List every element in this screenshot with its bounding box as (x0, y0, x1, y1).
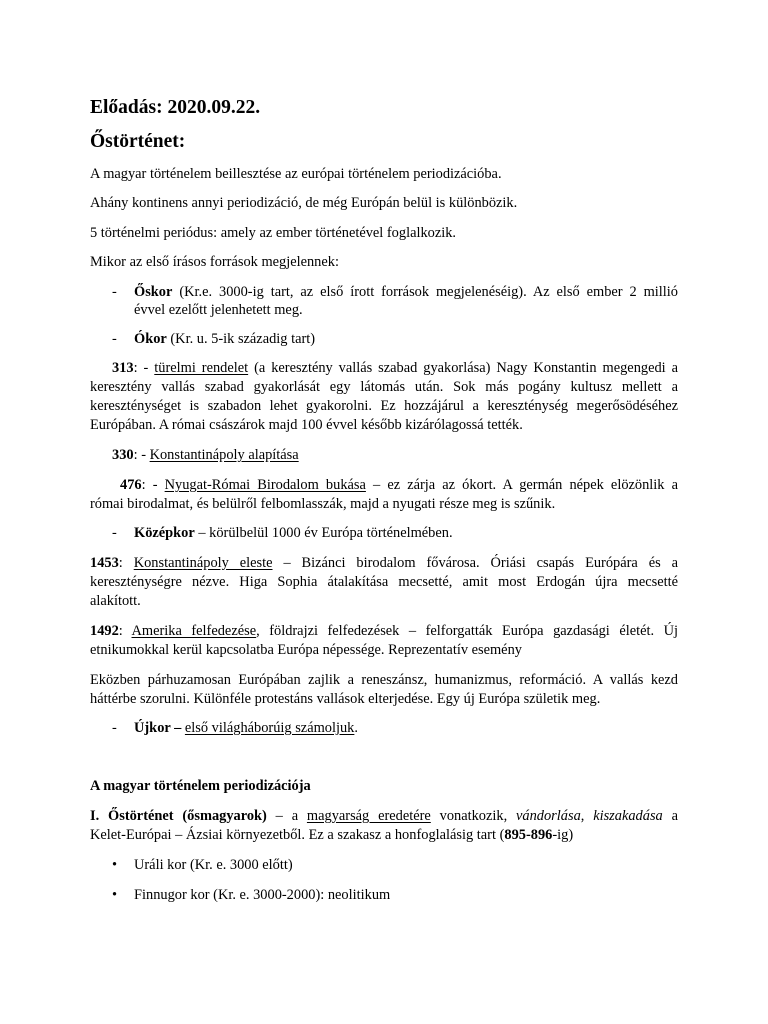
sec1-line-2 (90, 826, 573, 844)
ujkor-dash: – (170, 720, 185, 736)
okor-line (134, 330, 315, 348)
year-476: 476 (120, 477, 142, 493)
link-amerika-felfedezese[interactable]: Amerika felfedezése (131, 623, 257, 639)
y476-line-1 (120, 476, 678, 494)
y330-sep: : - (133, 447, 146, 463)
link-konstantinapoly-eleste[interactable]: Konstantinápoly eleste (133, 555, 273, 571)
y313-line-2: keresztény vallás szabad gyakorlását egy látomás után. Sok más pogány kultusz mellett a (90, 379, 678, 395)
lecture-date-heading: Előadás: 2020.09.22. (90, 97, 261, 118)
y476-line-2: római birodalmat, és belülről felbomlasszák, majd a nyugati része meg is szűnik. (90, 496, 556, 512)
sec1-t3: , (580, 808, 594, 824)
sec1-line-1 (90, 807, 678, 825)
sec1-vandorlasa: vándorlása (516, 808, 581, 824)
bullet-dot: • (112, 887, 118, 903)
sec1-label: I. Őstörténet (ősmagyarok) (90, 808, 267, 824)
oskor-text: (Kr.e. 3000-ig tart, az első írott források megjelenéséig). Az első ember 2 millió (179, 284, 679, 300)
list-dash: - (112, 284, 117, 300)
y1492-line-2: etnikumokkal kerül kapcsolatba Európa népessége. Reprezentatív esemény (90, 642, 522, 658)
y476-text: – ez zárja az ókort. A germán népek elözönlik a (373, 477, 678, 493)
kozben-line-2: háttérbe szorulni. Különféle protestáns vallások elterjedése. Egy új Európa születik meg. (90, 691, 601, 707)
y313-line-3: kereszténységet is szabadon lehet gyakorolni. Ez hozzájárul a kereszténység megerősödéséhez (90, 398, 678, 414)
y476-sep: : - (141, 477, 158, 493)
oskor-line-1 (134, 283, 678, 301)
list-item-urali-kor: Uráli kor (Kr. e. 3000 előtt) (134, 857, 293, 873)
y330-line (112, 446, 299, 464)
y313-line-1 (112, 359, 678, 377)
link-magyarsag-eredetere[interactable]: magyarság eredetére (306, 808, 431, 824)
paragraph-3: 5 történelmi periódus: amely az ember történetével foglalkozik. (90, 225, 457, 241)
kozepkor-term: Középkor (134, 525, 195, 541)
sec1-line2-post: -ig) (552, 827, 574, 843)
list-dash: - (112, 720, 117, 736)
paragraph-4: Mikor az első írásos források megjelennek: (90, 254, 339, 270)
oskor-line-2: évvel ezelőtt jelenhetett meg. (134, 302, 303, 318)
year-330: 330 (112, 447, 134, 463)
year-313: 313 (112, 360, 134, 376)
y1453-line-2: kereszténységre nézve. Higa Sophia átalakítása mecsetté, amit most Erdogán újra mecsetté (90, 574, 678, 590)
sec1-895-896: 895-896 (504, 827, 553, 843)
sec1-t1: – a (266, 808, 307, 824)
section-title-periodization: A magyar történelem periodizációja (90, 778, 311, 794)
paragraph-2: Ahány kontinens annyi periodizáció, de még Európán belül is különbözik. (90, 195, 518, 211)
link-konstantinapoly-alapitasa[interactable]: Konstantinápoly alapítása (149, 447, 299, 463)
y313-line-4: Európában. A római császárok majd 100 évvel később kizárólagossá tették. (90, 417, 523, 433)
y313-sep: : - (133, 360, 149, 376)
y1492-text: , földrajzi felfedezések – felforgatták Európa gazdasági életét. Új (256, 623, 678, 639)
list-item-finnugor-kor: Finnugor kor (Kr. e. 3000-2000): neolitikum (134, 887, 391, 903)
list-dash: - (112, 331, 117, 347)
oskor-term: Őskor (134, 284, 173, 300)
y313-text: (a keresztény vallás szabad gyakorlása) Nagy Konstantin megengedi a (254, 360, 678, 376)
okor-term: Ókor (134, 331, 167, 347)
section-heading-prehistory: Őstörténet: (90, 131, 186, 152)
year-1492: 1492 (90, 623, 119, 639)
ujkor-end: . (354, 720, 358, 736)
year-1453: 1453 (90, 555, 119, 571)
ujkor-line (134, 719, 358, 737)
link-elso-vilaghaboru[interactable]: első világháborúig számoljuk (184, 720, 355, 736)
sec1-kiszakadasa: kiszakadása (593, 808, 663, 824)
kozepkor-line (134, 524, 453, 542)
y1492-line-1: 1492: Amerika felfedezése, földrajzi felfedezések – felforgatták Európa gazdasági életét. Új (90, 623, 678, 639)
sec1-t2: vonatkozik, (430, 808, 516, 824)
bullet-dot: • (112, 857, 118, 873)
sec1-t4: a (662, 808, 678, 824)
ujkor-term: Újkor (134, 720, 171, 736)
y1453-line-1: 1453: Konstantinápoly eleste – Bizánci birodalom fővárosa. Óriási csapás Európára és a (90, 555, 679, 571)
y1453-text: – Bizánci birodalom fővárosa. Óriási csapás Európára és a (283, 555, 679, 571)
kozben-line-1: Eközben párhuzamosan Európában zajlik a reneszánsz, humanizmus, reformáció. A vallás kezd (90, 672, 678, 688)
okor-text: (Kr. u. 5-ik századig tart) (170, 331, 316, 347)
kozepkor-text: – körülbelül 1000 év Európa történelmében. (198, 525, 453, 541)
link-turelmi-rendelet[interactable]: türelmi rendelet (154, 360, 249, 376)
sec1-line2-pre: Kelet-Európai – Ázsiai környezetből. Ez a szakasz a honfoglalásig tart ( (90, 827, 505, 843)
y1453-line-3: alakított. (90, 593, 141, 609)
link-nyugat-romai-birodalom-bukasa[interactable]: Nyugat-Római Birodalom bukása (164, 477, 366, 493)
list-dash: - (112, 525, 117, 541)
paragraph-1: A magyar történelem beillesztése az európai történelem periodizációba. (90, 166, 502, 182)
